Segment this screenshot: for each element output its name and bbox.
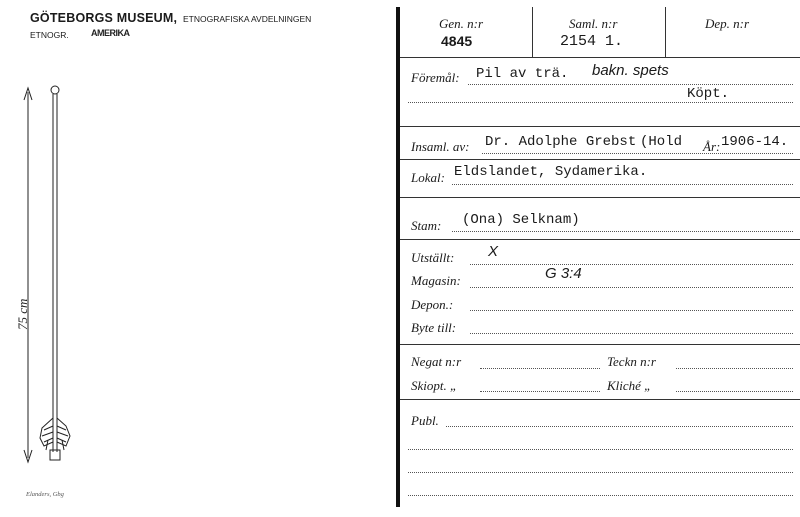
foremal-value: Pil av trä. (476, 66, 569, 82)
arrow-drawing (0, 0, 120, 480)
section-rule-4 (400, 239, 800, 240)
publ-line-3 (408, 472, 793, 473)
gen-label: Gen. n:r (439, 16, 484, 31)
skiopt-label: Skiopt. „ (411, 378, 458, 393)
insaml-value: Dr. Adolphe Grebst (485, 134, 637, 150)
magasin-line (470, 287, 793, 288)
ar-value: 1906-14. (721, 134, 789, 150)
depon-line (470, 310, 793, 311)
negat-line (480, 368, 600, 369)
byte-line (470, 333, 793, 334)
teckn-label: Teckn n:r (607, 354, 656, 369)
foremal-label: Föremål: (411, 70, 460, 85)
museum-department: ETNOGRAFISKA AVDELNINGEN (183, 14, 312, 24)
length-label: 75 cm (15, 298, 30, 330)
stam-label: Stam: (411, 218, 442, 233)
card-divider (396, 7, 400, 507)
arrow-fletching-icon (40, 418, 70, 450)
publ-line-2 (408, 449, 793, 450)
saml-label: Saml. n:r (569, 16, 618, 31)
section-rule-1 (400, 126, 800, 127)
section-rule-3 (400, 197, 800, 198)
gen-value: 4845 (441, 33, 473, 49)
magasin-value: G 3:4 (545, 265, 582, 282)
lokal-label: Lokal: (411, 170, 445, 185)
section-rule-6 (400, 399, 800, 400)
section-label: ETNOGR. (30, 30, 69, 40)
ar-label: År: (703, 139, 721, 154)
museum-name: GÖTEBORGS MUSEUM, (30, 11, 178, 25)
insaml-label: Insaml. av: (411, 139, 470, 154)
stam-line (452, 231, 793, 232)
publ-label: Publ. (411, 413, 439, 428)
negat-label: Negat n:r (411, 354, 462, 369)
skiopt-line (480, 391, 600, 392)
utstallt-value: X (488, 243, 499, 260)
insaml-line (482, 153, 793, 154)
kliche-label: Kliché „ (607, 378, 652, 393)
arrow-nock (50, 450, 60, 460)
lokal-value: Eldslandet, Sydamerika. (454, 164, 648, 180)
foremal-line-1 (468, 84, 793, 85)
foremal-handwritten: bakn. spets (592, 62, 669, 79)
header-rule (400, 57, 800, 58)
saml-value: 2154 1. (560, 33, 624, 50)
section-rule-2 (400, 159, 800, 160)
printer-mark: Elanders, Gbg (26, 491, 64, 498)
publ-line-4 (408, 495, 793, 496)
dep-label: Dep. n:r (705, 16, 750, 31)
utstallt-label: Utställt: (411, 250, 455, 265)
depon-label: Depon.: (411, 297, 454, 312)
teckn-line (676, 368, 793, 369)
region-stamp: AMERIKA (91, 28, 130, 38)
utstallt-line (470, 264, 793, 265)
arrow-tip-icon (51, 86, 59, 94)
header-divider-2 (665, 7, 666, 57)
header-divider-1 (532, 7, 533, 57)
publ-line-1 (446, 426, 793, 427)
kliche-line (676, 391, 793, 392)
section-rule-5 (400, 344, 800, 345)
foremal-note: Köpt. (687, 86, 730, 102)
byte-label: Byte till: (411, 320, 457, 335)
stam-value: (Ona) Selknam) (462, 212, 580, 228)
insaml-note: (Hold (640, 134, 683, 150)
lokal-line (452, 184, 793, 185)
magasin-label: Magasin: (411, 273, 461, 288)
foremal-line-2 (408, 102, 793, 103)
